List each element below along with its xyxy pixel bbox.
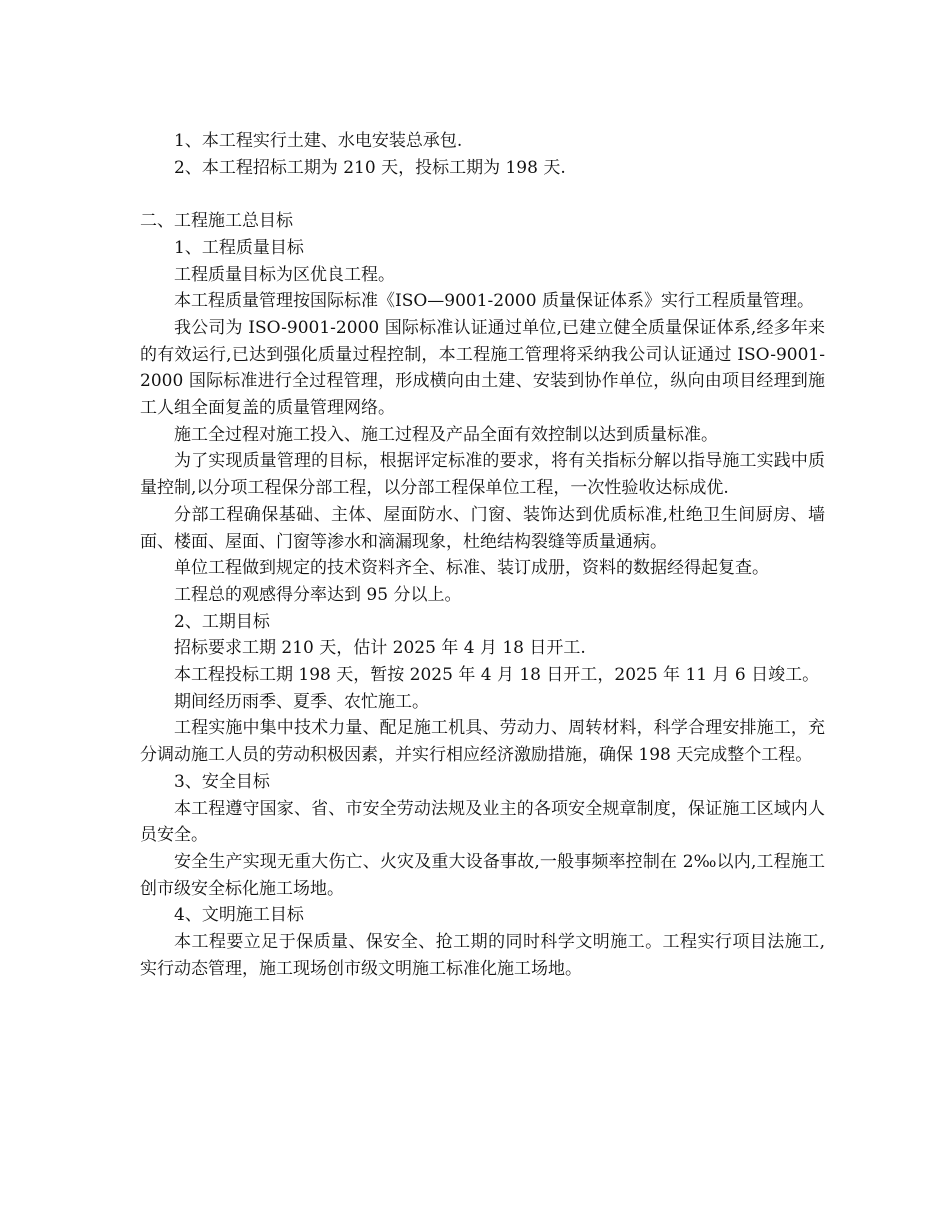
paragraph: 本工程要立足于保质量、保安全、抢工期的同时科学文明施工。工程实行项目法施工,实行动态管理，施工现场创市级文明施工标准化施工场地。 [140,932,825,979]
paragraph: 工程质量目标为区优良工程。 [174,264,395,285]
paragraph: 分部工程确保基础、主体、屋面防水、门窗、装饰达到优质标准,杜绝卫生间厨房、墙面、楼面、屋面、门窗等渗水和滴漏现象，杜绝结构裂缝等质量通病。 [140,504,825,552]
paragraph: 工程总的观感得分率达到 95 分以上。 [174,584,462,605]
paragraph: 我公司为 ISO-9001-2000 国际标准认证通过单位,已建立健全质量保证体系,经多年来的有效运行,已达到强化质量过程控制，本工程施工管理将采纳我公司认证通过 ISO-9001-2000 国际标准进行全过程管理，形成横向由土建、安装到协作单位，纵向由项目经理到施工人组全面复盖的质量管理网络。 [140,317,825,419]
paragraph: 工程实施中集中技术力量、配足施工机具、劳动力、周转材料，科学合理安排施工，充分调动施工人员的劳动积极因素，并实行相应经济激励措施，确保 198 天完成整个工程。 [140,718,825,766]
intro-item-2: 2、本工程招标工期为 210 天，投标工期为 198 天. [174,157,566,178]
paragraph: 本工程质量管理按国际标准《ISO—9001-2000 质量保证体系》实行工程质量管理。 [174,291,814,312]
document-page [140,128,825,982]
subheading-civilized: 4、文明施工目标 [174,905,304,926]
paragraph: 单位工程做到规定的技术资料齐全、标准、装订成册，资料的数据经得起复查。 [174,558,769,579]
intro-item-1: 1、本工程实行土建、水电安装总承包. [174,131,463,151]
paragraph: 为了实现质量管理的目标，根据评定标准的要求，将有关指标分解以指导施工实践中质量控制,以分项工程保分部工程，以分部工程保单位工程，一次性验收达标成优. [140,451,825,499]
subheading-quality: 1、工程质量目标 [174,237,304,258]
paragraph: 期间经历雨季、夏季、农忙施工。 [174,691,429,712]
spacer [140,181,825,208]
paragraph: 施工全过程对施工投入、施工过程及产品全面有效控制以达到质量标准。 [174,424,718,445]
subheading-safety: 3、安全目标 [174,771,270,792]
paragraph: 招标要求工期 210 天，估计 2025 年 4 月 18 日开工. [174,638,586,659]
paragraph: 安全生产实现无重大伤亡、火灾及重大设备事故,一般事频率控制在 2‰以内,工程施工创市级安全标化施工场地。 [140,851,825,899]
paragraph: 本工程遵守国家、省、市安全劳动法规及业主的各项安全规章制度，保证施工区域内人员安全。 [140,798,825,846]
paragraph: 本工程投标工期 198 天，暂按 2025 年 4 月 18 日开工，2025 年 11 月 6 日竣工。 [174,665,820,686]
subheading-schedule: 2、工期目标 [174,611,270,632]
section-heading-2: 二、工程施工总目标 [140,211,293,232]
